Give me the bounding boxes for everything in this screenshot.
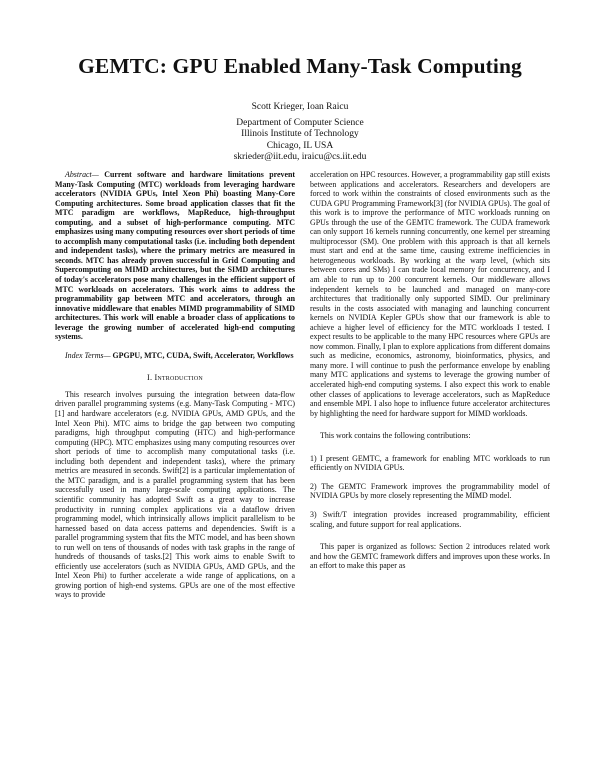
author-emails: skrieder@iit.edu, iraicu@cs.iit.edu bbox=[233, 152, 367, 163]
author-institution: Illinois Institute of Technology bbox=[241, 129, 359, 140]
author-names: Scott Krieger, Ioan Raicu bbox=[251, 102, 349, 112]
contribution-1: 1) I present GEMTC, a framework for enabling MTC workloads to run efficiently on NVIDIA GPUs. bbox=[310, 453, 550, 473]
intro-paragraph-1-continued: acceleration on HPC resources. However, a programmability gap still exists between applications and accelerators. Researchers and developers are forced to work within the constraints of closed environments such as the CUDA GPU Programming Framework[3] (for NVIDIA GPUs). The goal of this work is to improve the performance of MTC workloads running on GPUs through the use of the GEMTC framework. The CUDA framework can only support 16 kernels running concurrently, one kernel per streaming multiprocessor (SM). One problem with this approach is that all kernels must start and end at the same time, causing extreme inefficiencies in heterogeneous workloads. By working at the warp level, (which sits between cores and SMs) I can trade local memory for concurrency, and I am able to run up to 200 concurrent kernels. Our middleware allows independent kernels to be launched and managed on many-core architectures that traditionally only supported SIMD. Our preliminary results in the costs associated with managing and launching concurrent kernels on NVIDIA Kepler GPUs show that our framework is able to achieve a higher level of efficiency for the MTC workloads I tested. I expect results to be applicable to the many HPC resources where GPUs are now common. Finally, I plan to explore applications from different domains such as medicine, economics, astronomy, bioinformatics, physics, and many more. I will continue to push the performance envelope by enabling many MTC applications and systems to leverage the growing number of accelerated high-end computing systems. I also expect this work to enable other classes of applications to leverage accelerators, such as MapReduce and ensemble MPI. I also hope to influence future accelerator architectures by highlighting the need for hardware support for MIMD workloads. bbox=[310, 170, 550, 418]
author-department: Department of Computer Science bbox=[236, 117, 364, 128]
section-heading-introduction: I. Introduction bbox=[147, 373, 203, 383]
right-column bbox=[310, 170, 550, 571]
abstract-text: Current software and hardware limitations prevent Many-Task Computing (MTC) workloads from leveraging hardware accelerators (NVIDIA GPUs, Intel Xeon Phi) boasting Many-Core Computing architectures. Some broad application classes that fit the MTC paradigm are workflows, MapReduce, high-throughput computing, and a subset of high-performance computing. MTC emphasizes using many computing resources over short periods of time to accomplish many computational tasks (i.e. including both dependent and independent tasks), where the primary metrics are measured in seconds. MTC has already proven successful in Grid Computing and Supercomputing on MIMD architectures, but the SIMD architectures of today's accelerators pose many challenges in the efficient support of MTC workloads on accelerators. This work aims to address the programmability gap between MTC and accelerators, through an innovative middleware that enables MIMD programmability of SIMD architectures. This work will enable a broader class of applications to leverage the growing number of accelerated high-end computing systems. bbox=[55, 170, 295, 342]
contribution-3: 3) Swift/T integration provides increased programmability, efficient scaling, and future support for real applications. bbox=[310, 509, 550, 529]
title-rest: : GPU Enabled Many-Task Computing bbox=[159, 54, 522, 78]
contribution-2: 2) The GEMTC Framework improves the programmability model of NVIDIA GPUs by more closely representing the MIMD model. bbox=[310, 481, 550, 501]
author-block bbox=[0, 102, 600, 164]
author-location: Chicago, IL USA bbox=[266, 140, 334, 151]
abstract-lead: Abstract— bbox=[65, 170, 99, 179]
index-terms-text: GPGPU, MTC, CUDA, Swift, Accelerator, Workflows bbox=[112, 350, 294, 360]
left-column bbox=[55, 170, 295, 600]
contributions-intro: This work contains the following contributions: bbox=[320, 431, 471, 441]
title-strong: GEMTC bbox=[78, 54, 160, 78]
organization-paragraph: This paper is organized as follows: Section 2 introduces related work and how the GEMTC framework differs and improves upon these works. In an effort to make this paper as bbox=[310, 542, 550, 571]
index-terms bbox=[55, 351, 295, 361]
intro-paragraph-1: This research involves pursuing the integration between data-flow driven parallel programming systems (e.g. Many-Task Computing - MTC)[1] and hardware accelerators (e.g. NVIDIA GPUs, AMD GPUs, and the Intel Xeon Phi). MTC aims to bridge the gap between two computing paradigms, high throughput computing (HTC) and high-performance computing (HPC). MTC emphasizes using many computing resources over short periods of time to accomplish many computational tasks (i.e. including both dependent and independent tasks), where the primary metrics are measured in seconds. Swift[2] is a particular implementation of the MTC paradigm, and is a parallel programming system that has been successfully used in many large-scale computing applications. The scientific community has adopted Swift as a great way to increase productivity in running complex applications via a dataflow driven programming model, which intrinsically allows implicit parallelism to be harnessed based on data access patterns and dependencies. Swift is a parallel programming system that fits the MTC model, and has been shown to run well on tens of thousands of nodes with task graphs in the range of hundreds of thousands of tasks.[2] This work aims to enable Swift to efficiently use accelerators (such as NVIDIA GPUs, AMD GPUs, and the Intel Xeon Phi) to further accelerate a wide range of applications, on a growing portion of high-end systems. GPUs are one of the most effective ways to provide bbox=[55, 389, 295, 600]
abstract bbox=[55, 170, 295, 342]
paper-title bbox=[0, 54, 600, 79]
index-terms-lead: Index Terms— bbox=[65, 350, 111, 360]
